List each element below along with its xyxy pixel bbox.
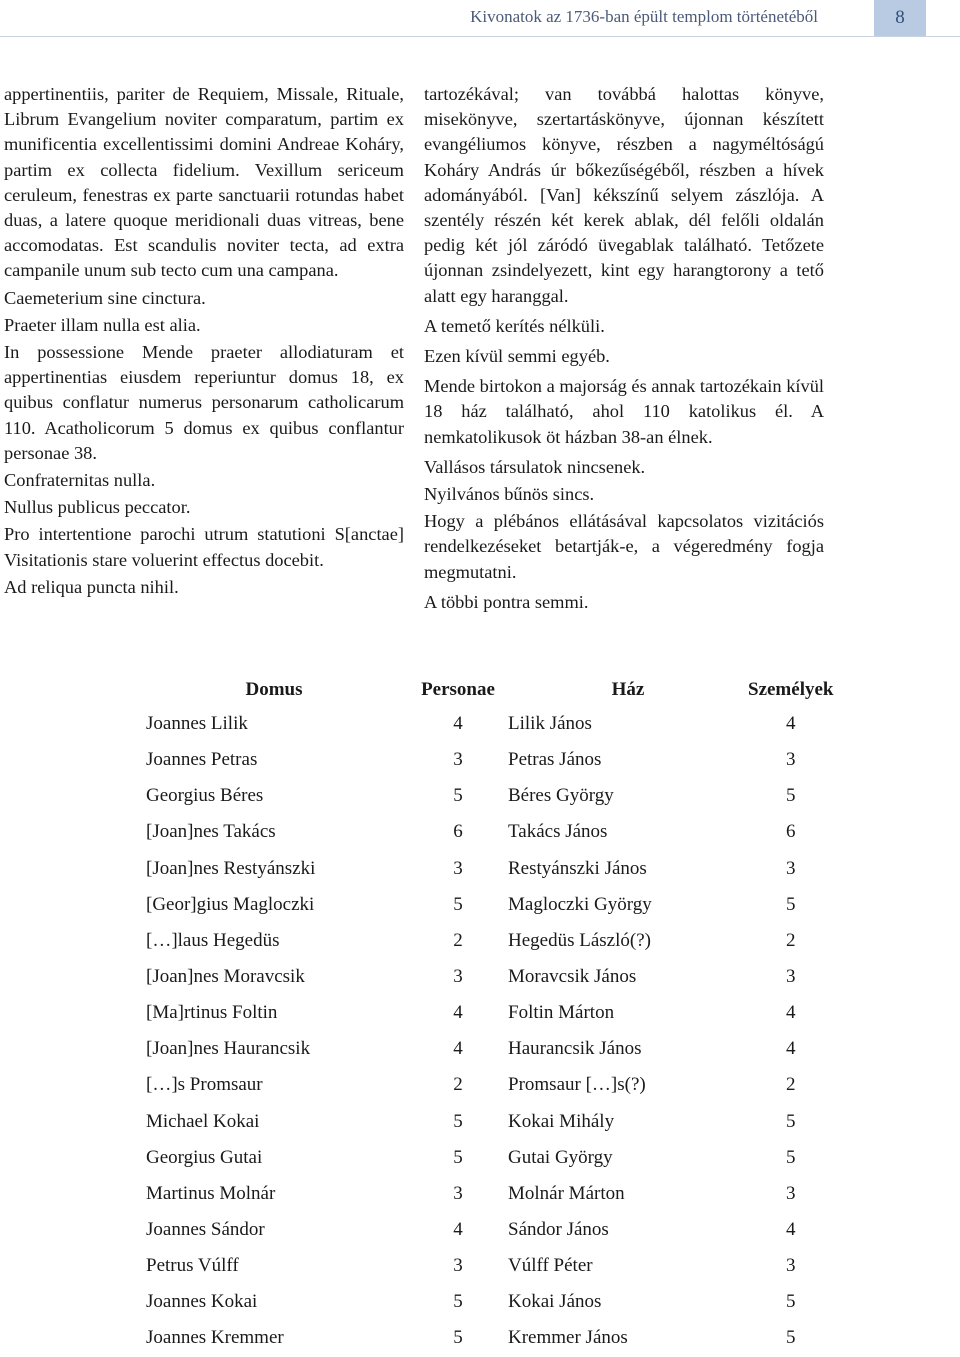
latin-name-cell: Georgius Béres [146,785,264,807]
latin-name-cell: [Ma]rtinus Foltin [146,1002,278,1024]
hungarian-name-cell: Kokai Mihály [508,1110,615,1132]
latin-name-cell: Joannes Kremmer [146,1327,284,1349]
hungarian-count-cell: 4 [785,1219,796,1241]
hungarian-name-cell: Haurancsik János [508,1038,642,1060]
hungarian-name-cell: Béres György [508,785,614,807]
table-row [140,923,833,959]
hungarian-count-cell: 3 [785,1182,796,1204]
page-header [0,0,960,38]
latin-paragraph: appertinentiis, pariter de Requiem, Missale, Rituale, Librum Evangelium noviter comparatum, partim ex munificentia excellentissimi domini Andreae Koháry, partim ex collecta fidelium. Vexillum sericeum ceruleum, fenestras ex parte sanctuarii rotundas habet duas, a latere quoque meridionali duas vitreas, bene accomodatas. Est scandulis noviter tecta, ad extra campanile unum sub tecto cum una campana. [4,84,404,281]
header-domus: Domus [245,679,303,700]
hungarian-count-cell: 5 [785,1291,796,1313]
hungarian-name-cell: Hegedüs László(?) [508,929,651,951]
hungarian-count-cell: 2 [785,929,796,951]
hungarian-count-cell: 4 [785,713,796,735]
table-row [140,1067,833,1103]
header-personae: Personae [421,679,495,700]
table-row [140,959,833,995]
latin-count-cell: 4 [453,1219,463,1241]
latin-paragraph: Pro intertentione parochi utrum statutioni S[anctae] Visitationis stare voluerint effectus docebit. [4,524,404,570]
table-header-row [140,674,833,706]
latin-count-cell: 2 [453,1074,463,1096]
latin-count-cell: 3 [453,749,463,771]
table-row [140,1031,833,1067]
hungarian-name-cell: Vúlff Péter [508,1255,593,1277]
latin-paragraph: Nullus publicus peccator. [4,497,191,518]
hungarian-count-cell: 3 [785,857,796,879]
latin-paragraph: Caemeterium sine cinctura. [4,287,206,308]
latin-name-cell: Joannes Lilik [146,713,248,735]
latin-count-cell: 5 [453,1291,463,1313]
latin-count-cell: 5 [453,1146,463,1168]
table-body [140,706,833,1357]
latin-name-cell: [Joan]nes Takács [146,821,276,843]
latin-count-cell: 5 [453,1327,463,1349]
hungarian-paragraph: A többi pontra semmi. [424,591,589,612]
hungarian-count-cell: 5 [785,1110,796,1132]
hungarian-count-cell: 3 [785,749,796,771]
latin-name-cell: [Joan]nes Haurancsik [146,1038,311,1060]
table-row [140,1284,833,1320]
hungarian-count-cell: 6 [785,821,796,843]
table-row [140,851,833,887]
latin-count-cell: 3 [453,966,463,988]
hungarian-count-cell: 2 [785,1074,796,1096]
household-table [140,674,833,1357]
latin-name-cell: Michael Kokai [146,1110,260,1132]
hungarian-paragraph: Nyilvános bűnös sincs. [424,484,595,505]
hungarian-name-cell: Kremmer János [508,1327,628,1349]
hungarian-name-cell: Foltin Márton [508,1002,615,1024]
hungarian-paragraph: Hogy a plébános ellátásával kapcsolatos vizitációs rendelkezéseket betartják-e, a végeredmény fogja megmutatni. [424,511,824,582]
latin-name-cell: Joannes Kokai [146,1291,258,1313]
table-row [140,1212,833,1248]
hungarian-count-cell: 5 [785,1327,796,1349]
latin-paragraph: Confraternitas nulla. [4,470,156,491]
hungarian-count-cell: 5 [785,893,796,915]
hungarian-column [424,82,824,617]
latin-name-cell: [Joan]nes Moravcsik [146,966,305,988]
hungarian-name-cell: Magloczki György [508,893,652,915]
latin-count-cell: 5 [453,1110,463,1132]
table-row [140,778,833,814]
latin-count-cell: 3 [453,1182,463,1204]
table-row [140,706,833,742]
hungarian-count-cell: 5 [785,785,796,807]
latin-count-cell: 4 [453,713,463,735]
latin-name-cell: Joannes Sándor [146,1219,265,1241]
hungarian-name-cell: Lilik János [508,713,592,735]
hungarian-name-cell: Gutai György [508,1146,613,1168]
hungarian-name-cell: Promsaur […]s(?) [508,1074,646,1096]
latin-count-cell: 2 [453,929,463,951]
hungarian-paragraph: A temető kerítés nélküli. [424,315,605,336]
page-number: 8 [874,0,926,36]
latin-count-cell: 5 [453,893,463,915]
latin-paragraph: Ad reliqua puncta nihil. [4,576,179,597]
table-row [140,1176,833,1212]
header-rule [0,36,960,37]
table-row [140,1104,833,1140]
latin-count-cell: 3 [453,1255,463,1277]
latin-count-cell: 5 [453,785,463,807]
hungarian-name-cell: Moravcsik János [508,966,637,988]
hungarian-count-cell: 5 [785,1146,796,1168]
latin-count-cell: 4 [453,1002,463,1024]
latin-count-cell: 4 [453,1038,463,1060]
latin-name-cell: Petrus Vúlff [146,1255,239,1277]
latin-name-cell: Joannes Petras [146,749,258,771]
hungarian-paragraph: Ezen kívül semmi egyéb. [424,346,610,367]
header-szemelyek: Személyek [748,679,834,700]
hungarian-name-cell: Sándor János [508,1219,609,1241]
table-row [140,742,833,778]
latin-name-cell: […]laus Hegedüs [146,929,280,951]
table-row [140,1320,833,1356]
latin-paragraph: In possessione Mende praeter allodiaturam et appertinentias eiusdem reperiuntur domus 18, ex quibus conflatur numerus personarum catholicarum 110. Acatholicorum 5 domus ex quibus conflantur personae 38. [4,342,404,463]
table-row [140,1140,833,1176]
hungarian-name-cell: Kokai János [508,1291,602,1313]
latin-paragraph: Praeter illam nulla est alia. [4,314,201,335]
hungarian-name-cell: Molnár Márton [508,1182,625,1204]
hungarian-paragraph: Mende birtokon a majorság és annak tartozékain kívül 18 ház található, ahol 110 katolikus él. A nemkatolikusok öt házban 38-an élnek. [424,376,824,447]
header-haz: Ház [611,679,645,700]
latin-count-cell: 6 [453,821,463,843]
latin-name-cell: [Geor]gius Magloczki [146,893,315,915]
hungarian-name-cell: Restyánszki János [508,857,647,879]
running-title: Kivonatok az 1736-ban épült templom történetéből [470,7,818,26]
latin-name-cell: […]s Promsaur [146,1074,263,1096]
table-row [140,814,833,850]
hungarian-name-cell: Petras János [508,749,602,771]
hungarian-paragraph: Vallásos társulatok nincsenek. [424,456,646,477]
latin-name-cell: [Joan]nes Restyánszki [146,857,316,879]
latin-name-cell: Martinus Molnár [146,1182,276,1204]
hungarian-count-cell: 3 [785,966,796,988]
latin-column [4,82,404,602]
hungarian-paragraph: tartozékával; van továbbá halottas könyve, misekönyve, szertartáskönyve, újonnan készített evangéliumos könyve, részben a nagyméltóságú Koháry András úr bőkezűségéből, részben a hívek adományából. [Van] kékszínű selyem zászlója. A szentély részén két kerek ablak, dél felőli oldalán pedig két jól záródó üvegablak található. Tetőzete újonnan zsindelyezett, kint egy harangtorony a tető alatt egy haranggal. [424,84,824,306]
table-row [140,887,833,923]
hungarian-count-cell: 4 [785,1038,796,1060]
hungarian-count-cell: 4 [785,1002,796,1024]
table-row [140,1248,833,1284]
hungarian-name-cell: Takács János [508,821,608,843]
latin-count-cell: 3 [453,857,463,879]
hungarian-count-cell: 3 [785,1255,796,1277]
latin-name-cell: Georgius Gutai [146,1146,263,1168]
table-row [140,995,833,1031]
